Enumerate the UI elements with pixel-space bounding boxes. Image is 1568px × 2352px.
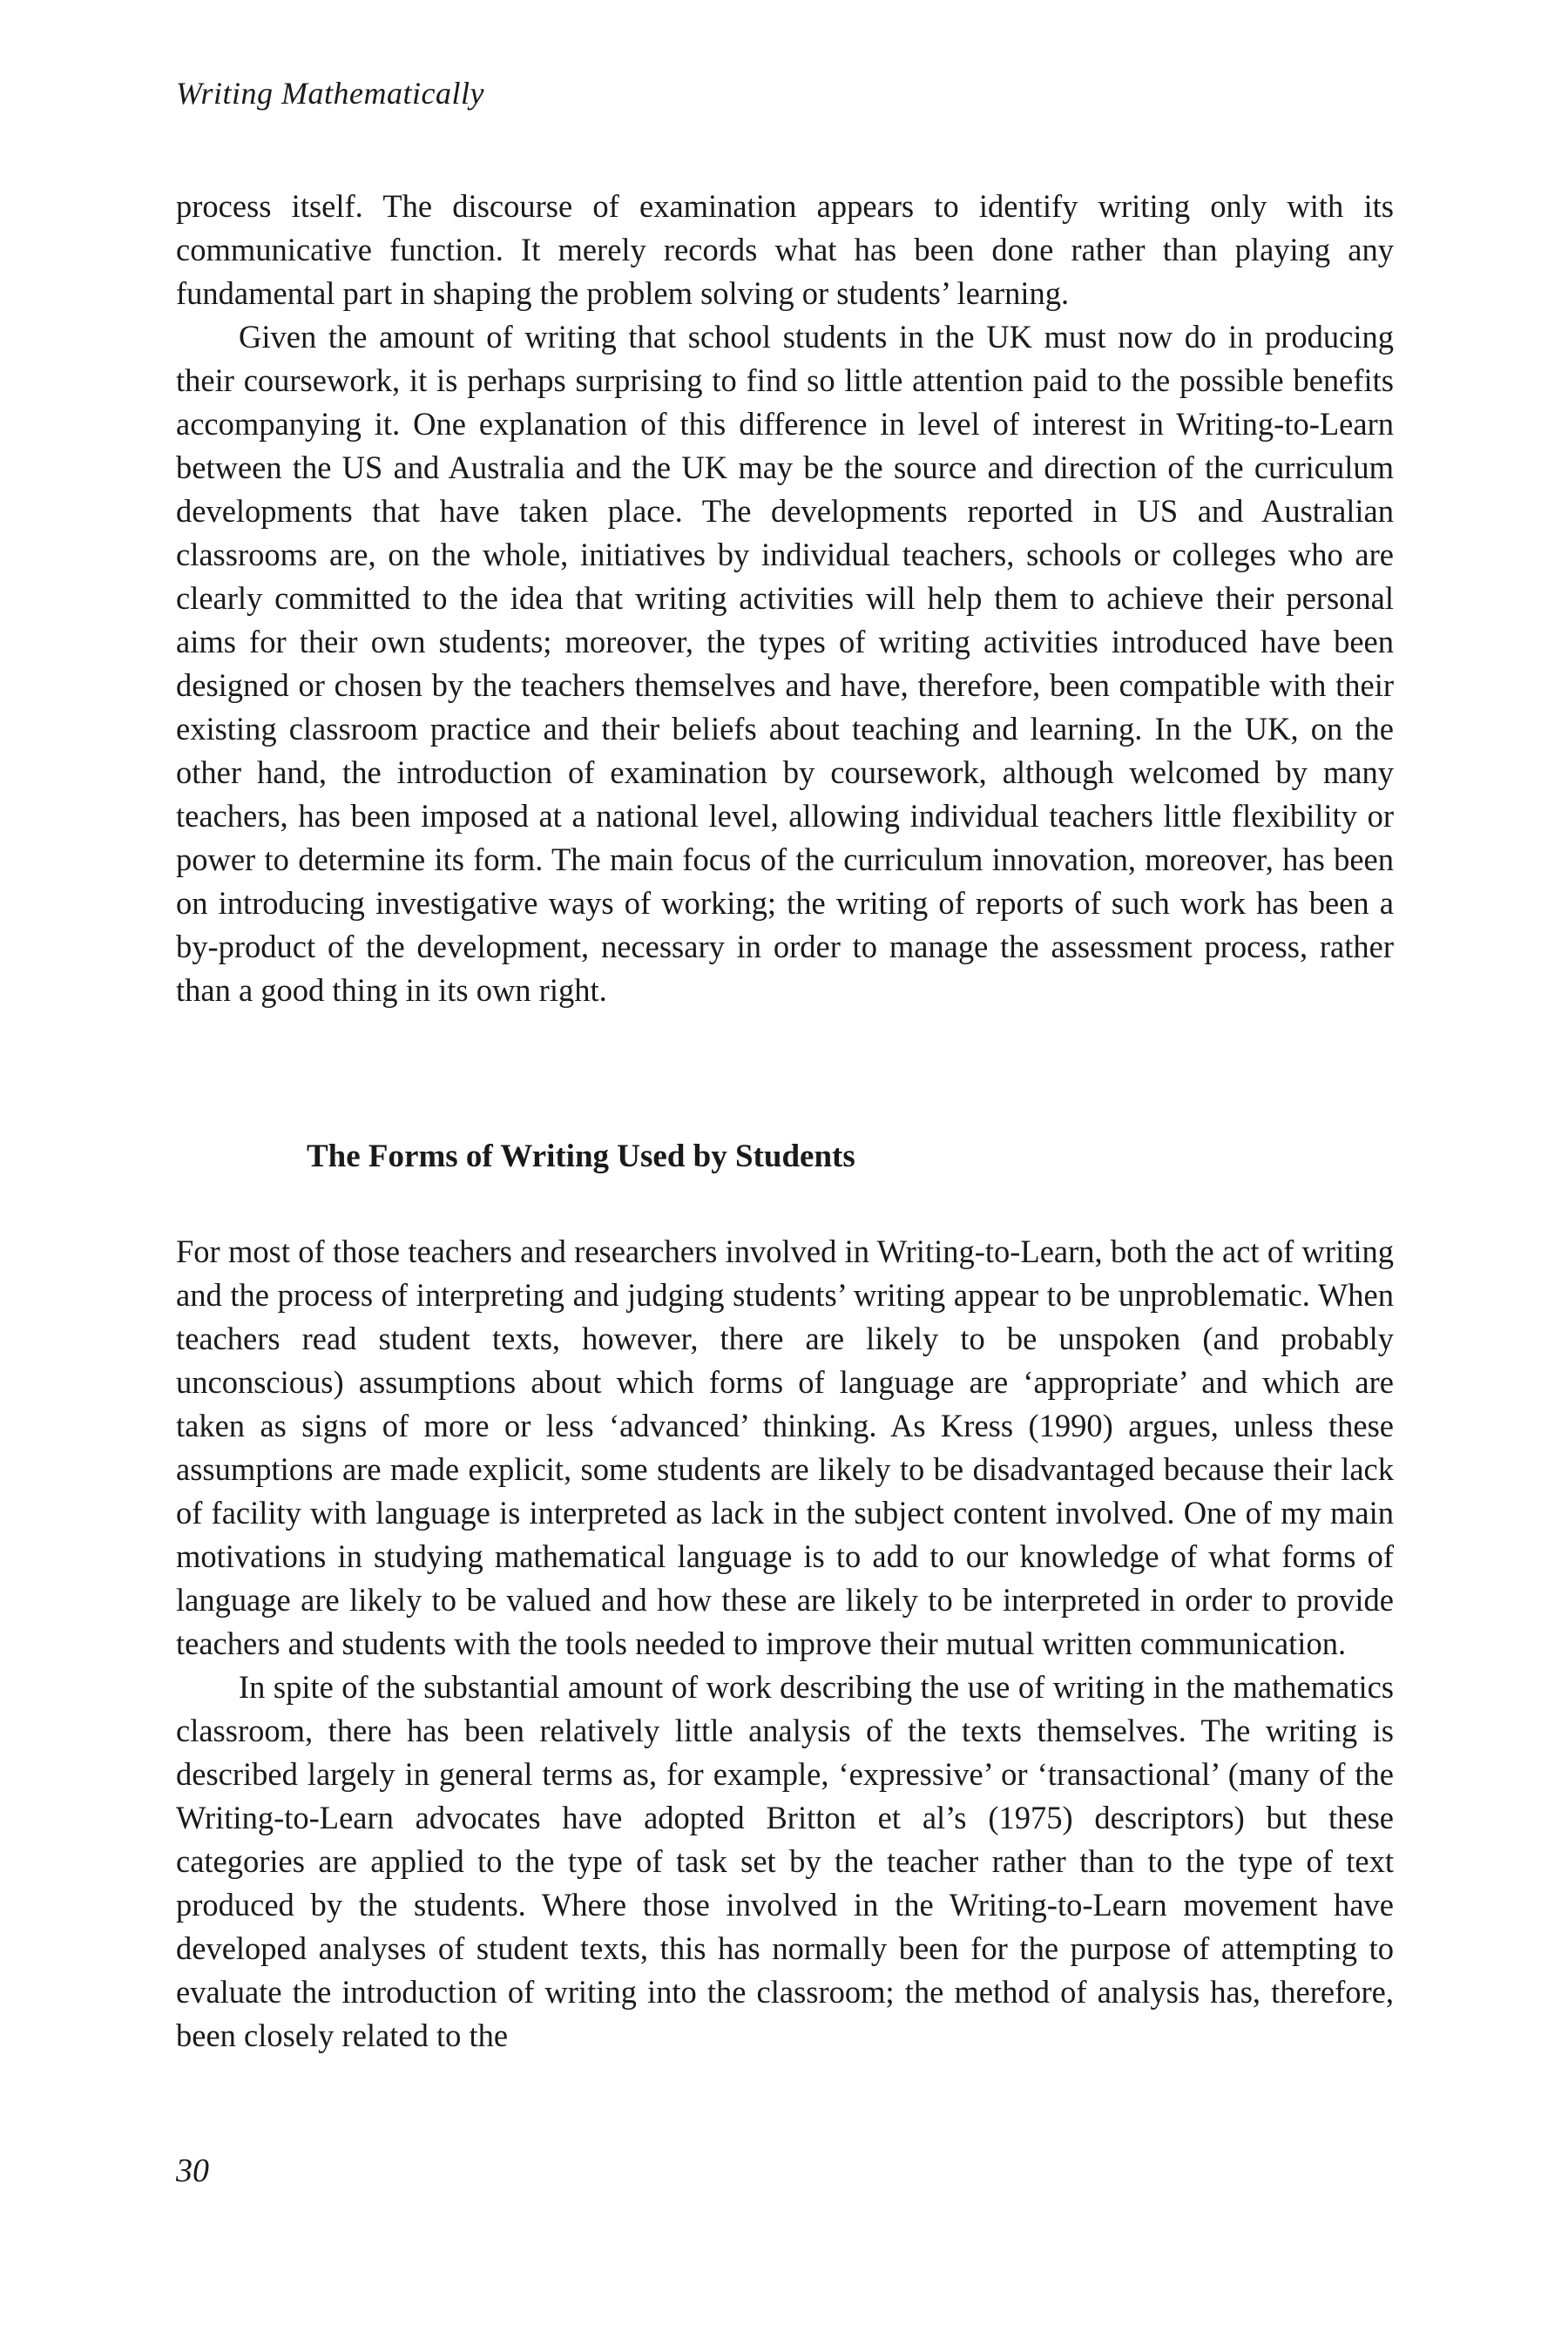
body-text-bottom [176, 1230, 1394, 2058]
section-heading: The Forms of Writing Used by Students [307, 1139, 855, 1174]
paragraph: process itself. The discourse of examination appears to identify writing only with its communicative function. It merely records what has been done rather than playing any fundamental part in shaping the problem solving or students’ learning. [176, 188, 1394, 311]
running-head: Writing Mathematically [176, 76, 484, 111]
body-text-top [176, 185, 1394, 1012]
page-number: 30 [176, 2153, 209, 2189]
paragraph: In spite of the substantial amount of work describing the use of writing in the mathematics classroom, there has been relatively little analysis of the texts themselves. The writing is described largely in general terms as, for example, ‘expressive’ or ‘transactional’ (many of the Writing-to-Learn advocates have adopted Britton et al’s (1975) descriptors) but these categories are applied to the type of task set by the teacher rather than to the type of text produced by the students. Where those involved in the Writing-to-Learn movement have developed analyses of student texts, this has normally been for the purpose of attempting to evaluate the introduction of writing into the classroom; the method of analysis has, therefore, been closely related to the [176, 1669, 1394, 2053]
paragraph: For most of those teachers and researchers involved in Writing-to-Learn, both the act of writing and the process of interpreting and judging students’ writing appear to be unproblematic. When teachers read student texts, however, there are likely to be unspoken (and probably unconscious) assumptions about which forms of language are ‘appropriate’ and which are taken as signs of more or less ‘advanced’ thinking. As Kress (1990) argues, unless these assumptions are made explicit, some students are likely to be disadvantaged because their lack of facility with language is interpreted as lack in the subject content involved. One of my main motivations in studying mathematical language is to add to our knowledge of what forms of language are likely to be valued and how these are likely to be interpreted in order to provide teachers and students with the tools needed to improve their mutual written communication. [176, 1233, 1394, 1661]
paragraph: Given the amount of writing that school students in the UK must now do in producing their coursework, it is perhaps surprising to find so little attention paid to the possible benefits accompanying it. One explanation of this difference in level of interest in Writing-to-Learn between the US and Australia and the UK may be the source and direction of the curriculum developments that have taken place. The developments reported in US and Australian classrooms are, on the whole, initiatives by individual teachers, schools or colleges who are clearly committed to the idea that writing activities will help them to achieve their personal aims for their own students; moreover, the types of writing activities introduced have been designed or chosen by the teachers themselves and have, therefore, been compatible with their existing classroom practice and their beliefs about teaching and learning. In the UK, on the other hand, the introduction of examination by coursework, although welcomed by many teachers, has been imposed at a national level, allowing individual teachers little flexibility or power to determine its form. The main focus of the curriculum innovation, moreover, has been on introducing investigative ways of working; the writing of reports of such work has been a by-product of the development, necessary in order to manage the assessment process, rather than a good thing in its own right. [176, 319, 1394, 1008]
